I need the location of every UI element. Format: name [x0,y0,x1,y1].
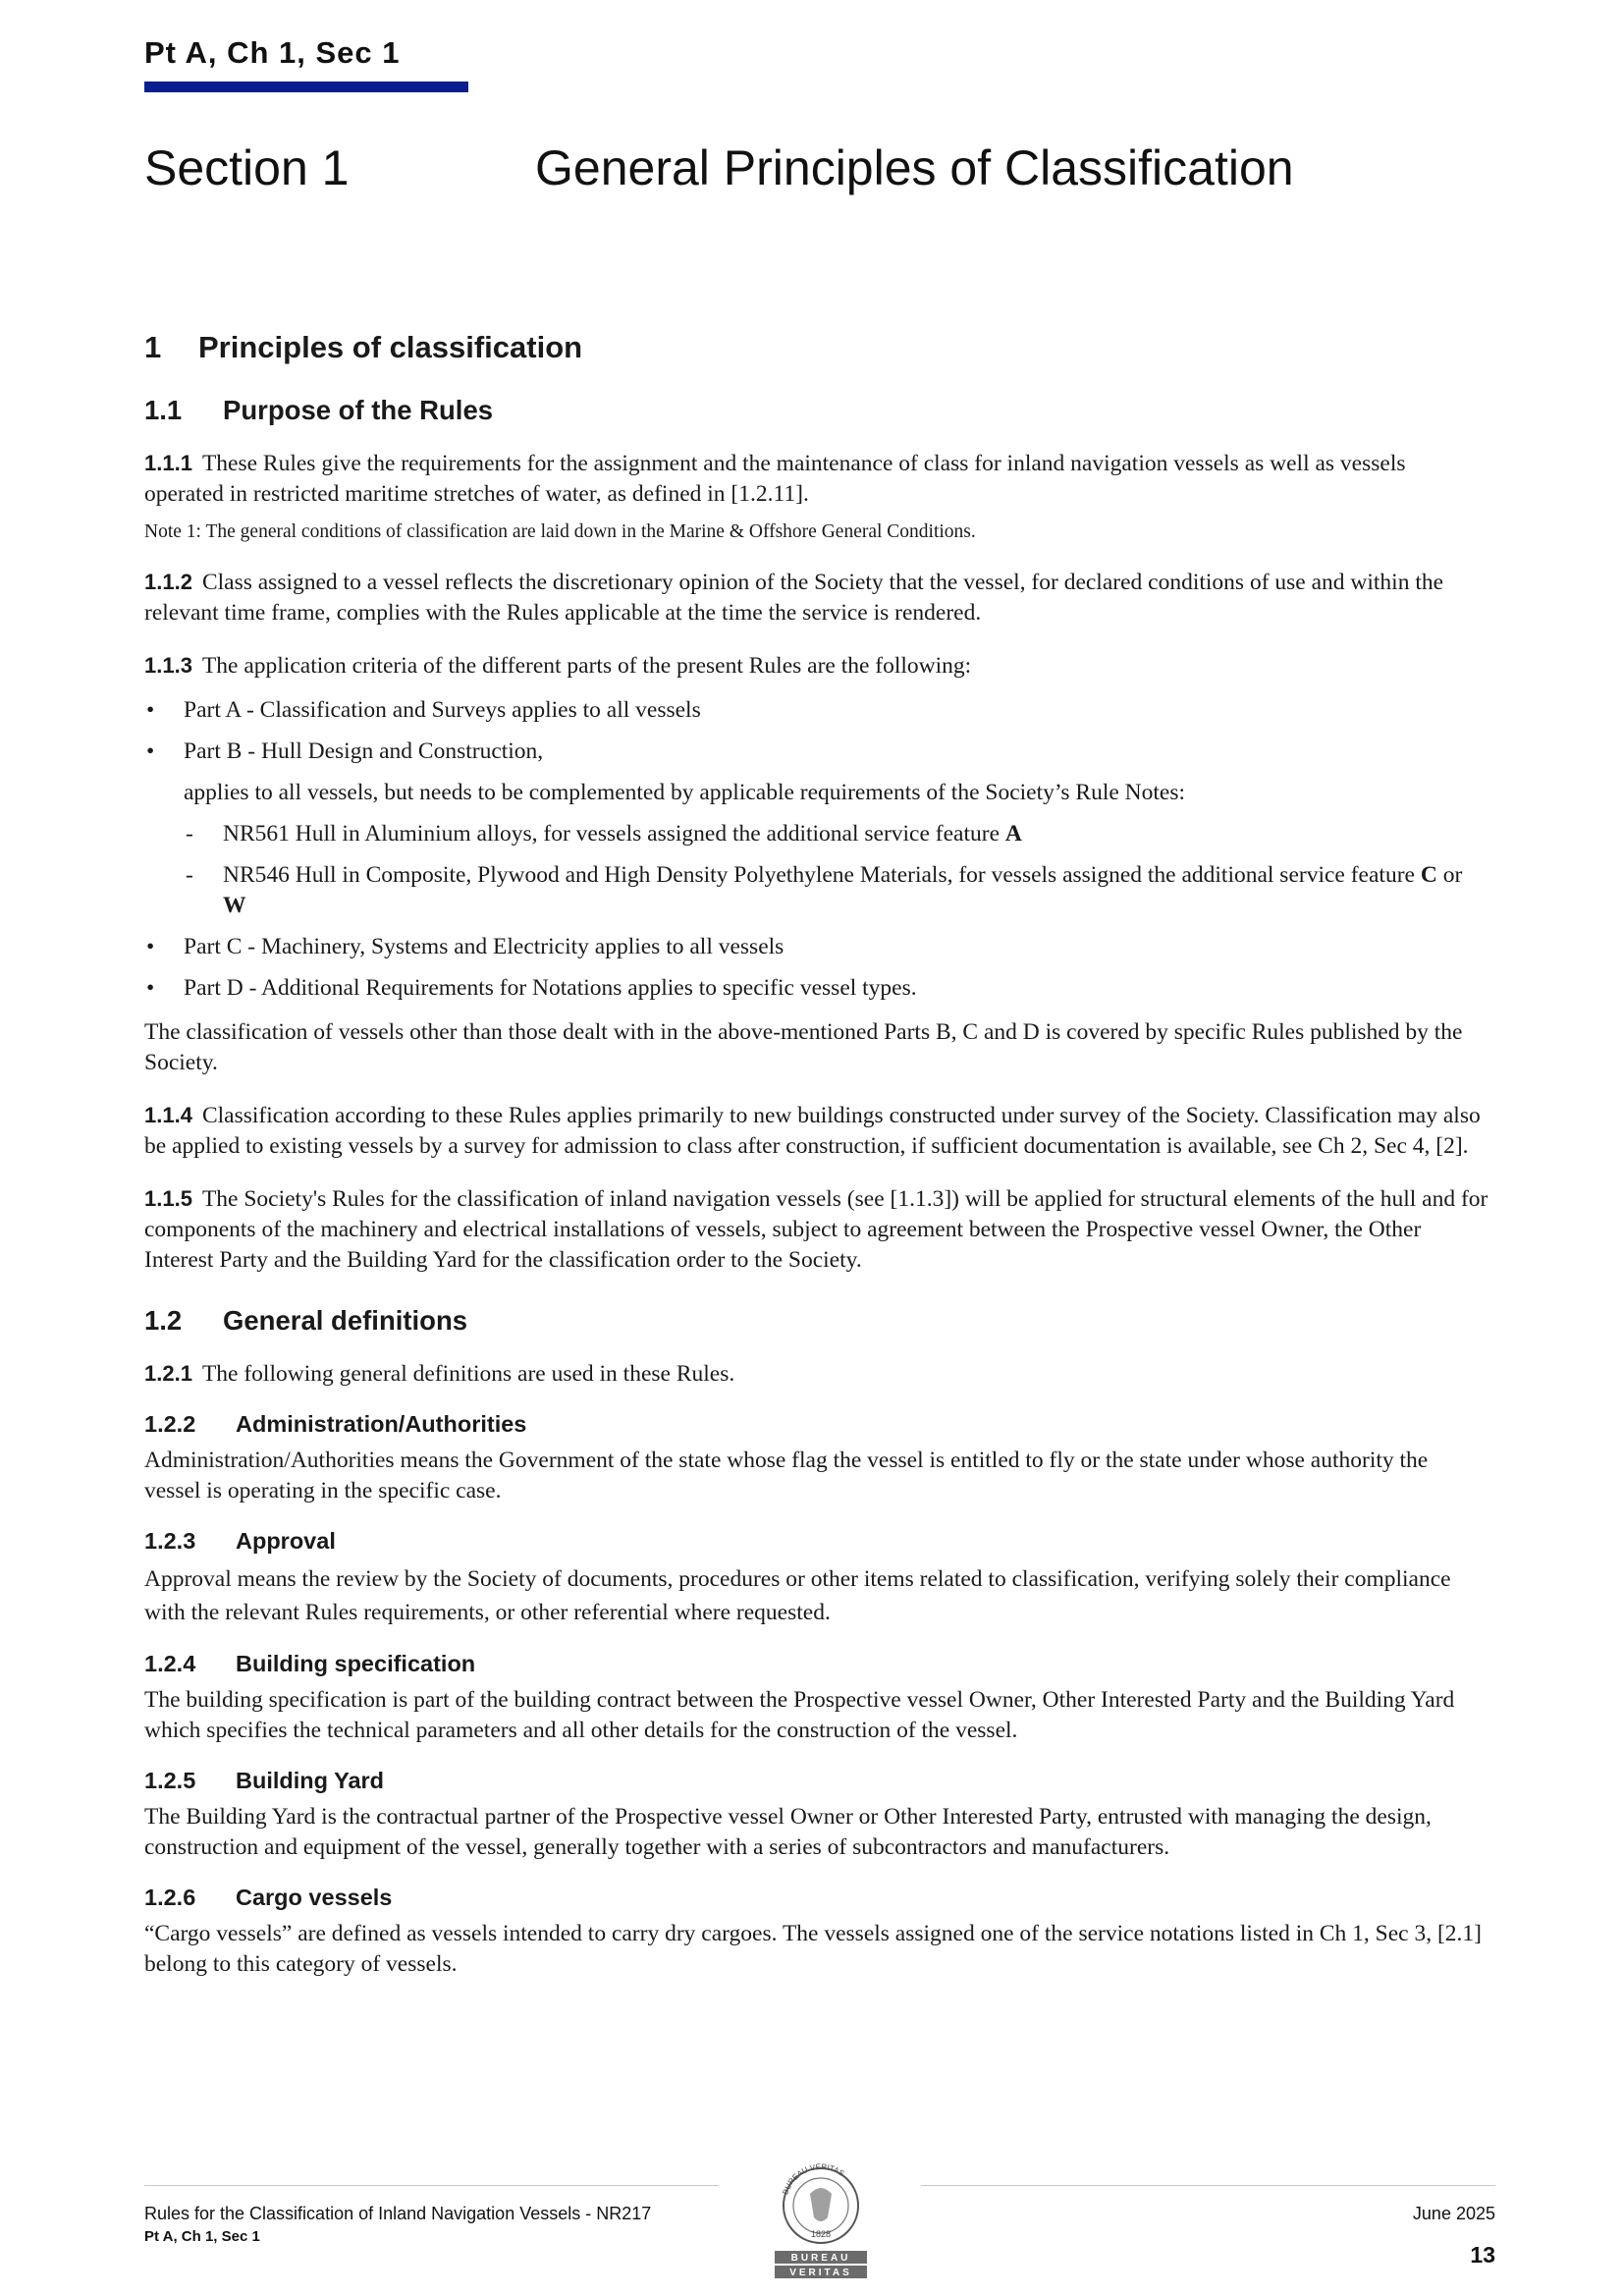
heading-number: 1.2.4 [144,1651,196,1676]
conjunction: or [1442,862,1463,888]
paragraph-text: The Society's Rules for the classification of inland navigation vessels (see [1.1.3]) will be applied for structural elements of the hull and for components of the machinery and electrical installations of vessels, subject to agreement between the Prospective vessel Owner, the Other Interest Party and the Building Yard for the classification order to the Society. [144,1186,1488,1273]
heading-number: 1.2.3 [144,1528,196,1554]
definition-heading [144,1528,1489,1555]
footer-divider [144,2185,719,2186]
bullet-text: Part B - Hull Design and Construction, [184,738,544,764]
heading-number: 1.2.6 [144,1885,196,1910]
heading-1-1 [144,395,1489,426]
main-content [144,330,1489,2001]
heading-text: General definitions [223,1305,468,1336]
bureau-veritas-logo [769,2157,873,2280]
paragraph-number: 1.1.2 [144,570,192,594]
footer-left [144,2204,651,2245]
paragraph-text: Class assigned to a vessel reflects the discretionary opinion of the Society that the vessel, for declared conditions of use and within the relevant time frame, complies with the Rules applicable at the time the service is rendered. [144,570,1444,626]
paragraph-text: Classification according to these Rules applies primarily to new buildings constructed under survey of the Society. Classification may also be applied to existing vessels by a survey for admission to class after construction, if sufficient documentation is available, see Ch 2, Sec 4, [2]. [144,1103,1481,1159]
bullet-text: Part C - Machinery, Systems and Electricity applies to all vessels [184,934,784,959]
bullet-item [144,932,1489,962]
heading-text: Approval [236,1528,336,1554]
footer-doc-title: Rules for the Classification of Inland Navigation Vessels - NR217 [144,2204,652,2223]
bullet-continuation: applies to all vessels, but needs to be complemented by applicable requirements of the Society’s Rule Notes: [184,780,1186,805]
paragraph-text: The classification of vessels other than those dealt with in the above-mentioned Parts B, C and D is covered by specific Rules published by the Society. [144,1019,1463,1075]
heading-1-2 [144,1305,1489,1337]
paragraph-number: 1.1.3 [144,653,192,678]
definition-text: Approval means the review by the Society of documents, procedures or other items related to classification, verifying solely their compliance with the relevant Rules requirements, or other referential where requested. [144,1566,1451,1625]
heading-text: Principles of classification [198,330,583,364]
paragraph-1-1-5 [144,1183,1489,1276]
sub-bullet-text: NR561 Hull in Aluminium alloys, for vessels assigned the additional service feature [223,821,1001,847]
heading-text: Building Yard [236,1768,385,1793]
bullet-marker: • [146,934,155,959]
logo-word-1: BUREAU [790,2253,851,2264]
dash-marker: - [186,862,193,888]
heading-1 [144,330,1489,365]
sub-bullet-text: NR546 Hull in Composite, Plywood and High Density Polyethylene Materials, for vessels assigned the additional service feature [223,862,1415,888]
definition-text: “Cargo vessels” are defined as vessels intended to carry dry cargoes. The vessels assigned one of the service notations listed in Ch 1, Sec 3, [2.1] belong to this category of vessels. [144,1921,1482,1977]
bullet-marker: • [146,738,155,764]
footer-date: June 2025 [1412,2204,1495,2223]
logo-word-2: VERITAS [789,2268,852,2278]
sub-bullet-item [144,860,1489,921]
heading-text: Cargo vessels [236,1885,393,1910]
page-number: 13 [1470,2242,1495,2268]
paragraph-text: These Rules give the requirements for the assignment and the maintenance of class for inland navigation vessels as well as vessels operated in restricted maritime stretches of water, as defined in [1.2.11]. [144,451,1406,507]
paragraph-number: 1.1.1 [144,451,192,475]
service-feature: W [223,893,246,918]
paragraph-1-1-2 [144,567,1489,629]
bullet-marker: • [146,697,155,723]
definition-heading [144,1885,1489,1911]
running-header: Pt A, Ch 1, Sec 1 [144,35,401,70]
paragraph-number: 1.1.5 [144,1186,192,1211]
section-title: General Principles of Classification [535,140,1294,195]
heading-number: 1.2 [144,1305,183,1336]
dash-marker: - [186,821,193,847]
heading-number: 1 [144,330,162,364]
heading-number: 1.1 [144,395,183,425]
paragraph-1-1-4 [144,1100,1489,1162]
paragraph-text: The following general definitions are used in these Rules. [201,1361,735,1387]
bullet-item [144,695,1489,726]
bullet-marker: • [146,975,155,1001]
service-feature: C [1420,862,1437,888]
definition-text: Administration/Authorities means the Government of the state whose flag the vessel is entitled to fly or the state under whose authority the vessel is operating in the specific case. [144,1448,1429,1503]
definition-heading [144,1411,1489,1438]
logo-year: 1828 [810,2229,832,2239]
paragraph-1-1-3 [144,650,1489,682]
heading-number: 1.2.2 [144,1411,196,1437]
section-number: Section 1 [144,140,350,195]
logo-emblem [810,2188,832,2221]
sub-bullet-item [144,819,1489,849]
bullet-item [144,737,1489,767]
definition-heading [144,1651,1489,1677]
logo-arc-text: BUREAU VERITAS [781,2161,846,2196]
heading-number: 1.2.5 [144,1768,196,1793]
header-rule [144,82,468,92]
heading-text: Purpose of the Rules [223,395,494,425]
paragraph-text: The application criteria of the different parts of the present Rules are the following: [201,653,972,679]
heading-text: Building specification [236,1651,476,1676]
paragraph-1-1-1 [144,448,1489,510]
note-1: Note 1: The general conditions of classification are laid down in the Marine & Offshore General Conditions. [144,521,976,542]
definition-text: The Building Yard is the contractual partner of the Prospective vessel Owner or Other Interested Party, entrusted with managing the design, construction and equipment of the vessel, generally together with a series of subcontractors and manufacturers. [144,1804,1432,1860]
bullet-text: Part D - Additional Requirements for Notations applies to specific vessel types. [184,975,917,1001]
footer-ref: Pt A, Ch 1, Sec 1 [144,2228,260,2245]
definition-heading [144,1768,1489,1794]
bullet-text: Part A - Classification and Surveys applies to all vessels [184,697,701,723]
bullet-item [144,973,1489,1004]
paragraph-number: 1.1.4 [144,1103,192,1127]
paragraph-number: 1.2.1 [144,1361,192,1386]
service-feature: A [1004,821,1022,847]
paragraph-1-2-1 [144,1358,1489,1390]
footer-divider [921,2185,1495,2186]
definition-text: The building specification is part of the building contract between the Prospective vessel Owner, Other Interested Party and the Building Yard which specifies the technical parameters and all other details for the construction of the vessel. [144,1687,1455,1743]
heading-text: Administration/Authorities [236,1411,527,1437]
